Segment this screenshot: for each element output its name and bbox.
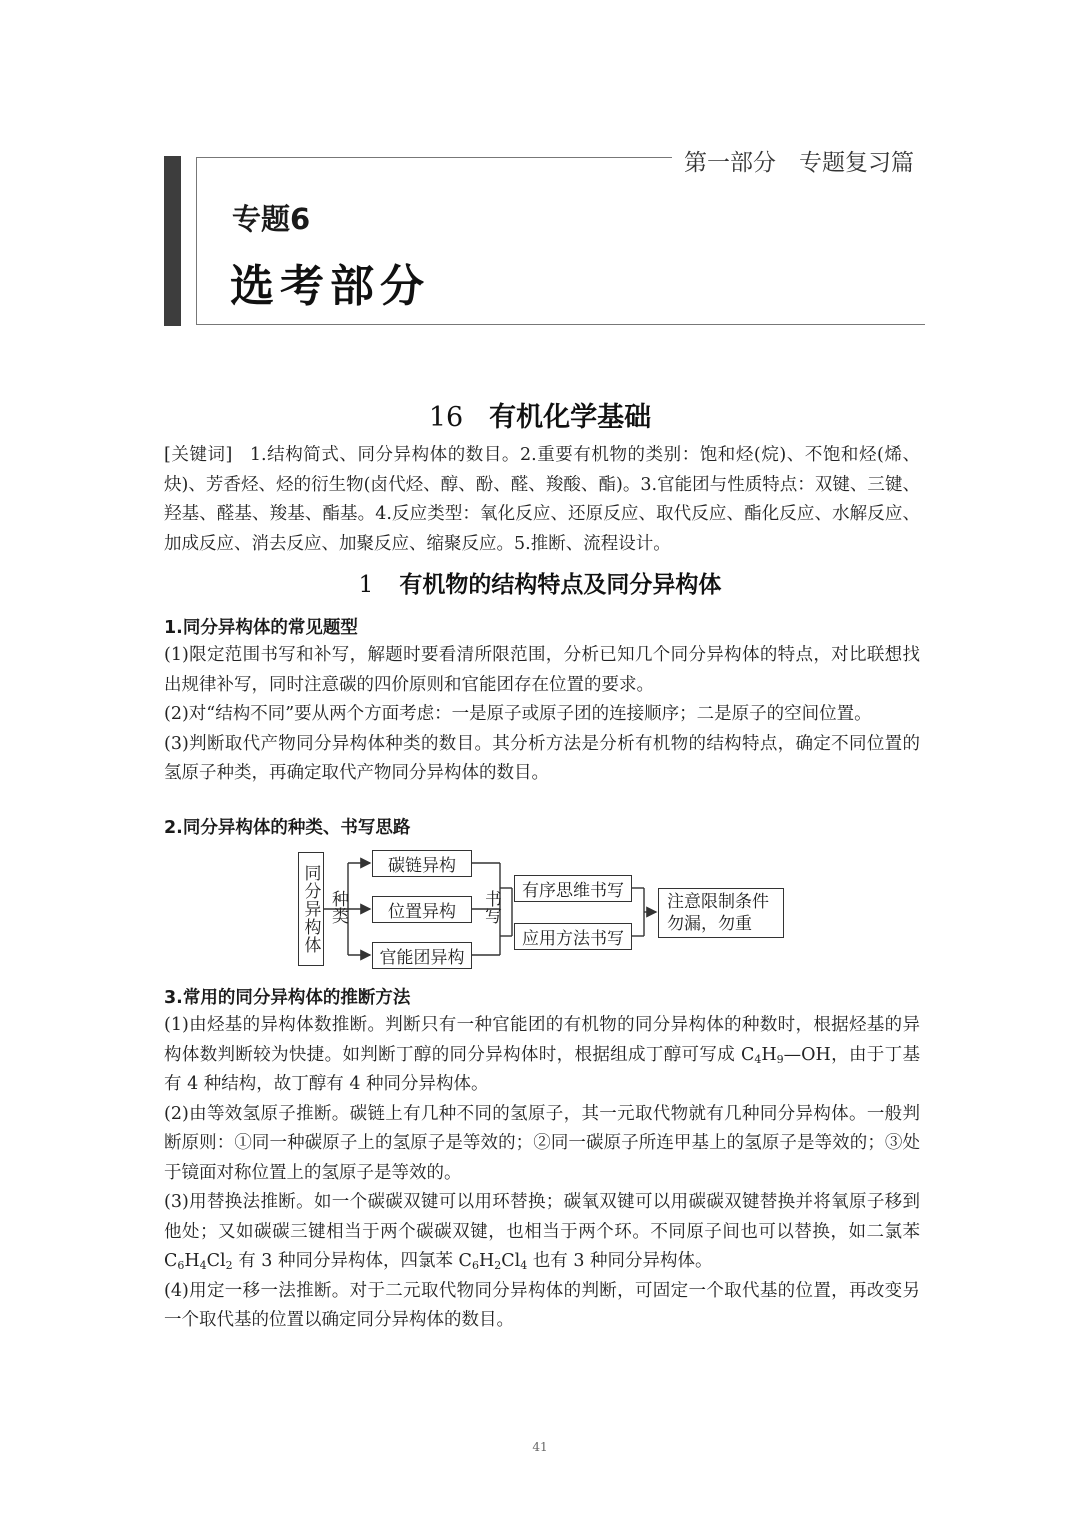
header-rule — [196, 157, 672, 158]
isomer-flow-diagram — [286, 846, 796, 972]
result-box — [658, 888, 784, 938]
part1-heading: 1.同分异构体的常见题型 — [164, 618, 358, 638]
lesson-name: 有机化学基础 — [489, 402, 652, 433]
part1-p3: (3)判断取代产物同分异构体种类的数目。其分析方法是分析有机物的结构特点，确定不同位置的氢原子种类，再确定取代产物同分异构体的数目。 — [164, 733, 920, 783]
part1-body — [164, 641, 920, 789]
section-title — [0, 566, 1080, 599]
keywords-text: 1.结构简式、同分异构体的数目。2.重要有机物的类别：饱和烃(烷)、不饱和烃(烯、炔)、芳香烃、烃的衍生物(卤代烃、醇、酚、醛、羧酸、酯)。3.官能团与性质特点：双键、三键、羟基、醛基、羧基、酯基。4.反应类型：氧化反应、还原反应、取代反应、酯化反应、水解反应、加成反应、消去反应、加聚反应、缩聚反应。5.推断、流程设计。 — [164, 445, 920, 554]
keywords-label: [关键词] — [164, 445, 233, 465]
keywords-paragraph — [164, 441, 920, 559]
part2-heading: 2.同分异构体的种类、书写思路 — [164, 818, 411, 838]
header-frame-left — [196, 157, 197, 325]
part3-body — [164, 1011, 920, 1336]
type-box-chain: 碳链异构 — [372, 850, 472, 877]
topic-number: 专题6 — [232, 202, 311, 236]
section-number: 1 — [358, 572, 374, 598]
page-number: 41 — [532, 1440, 548, 1454]
part3-p2: (2)由等效氢原子推断。碳链上有几种不同的氢原子，其一元取代物就有几种同分异构体。一般判断原则：①同一种碳原子上的氢原子是等效的；②同一碳原子所连甲基上的氢原子是等效的；③处于镜面对称位置上的氢原子是等效的。 — [164, 1103, 920, 1183]
lesson-number: 16 — [428, 402, 464, 433]
result-line-1: 注意限制条件 — [667, 892, 769, 912]
header-frame-bottom — [196, 324, 925, 325]
result-line-2: 勿漏，勿重 — [667, 914, 752, 934]
part3-p1: (1)由烃基的异构体数推断。判断只有一种官能团的有机物的同分异构体的种数时，根据烃基的异构体数判断较为快捷。如判断丁醇的同分异构体时，根据组成丁醇可写成 $C_4H_9—OH$，由于丁基有 4 种结构，故丁醇有 4 种同分异构体。 — [164, 1015, 920, 1094]
method-box-ordered: 有序思维书写 — [514, 875, 632, 902]
part-label: 第一部分 专题复习篇 — [684, 150, 914, 176]
part3-p4: (4)用定一移一法推断。对于二元取代物同分异构体的判断，可固定一个取代基的位置，再改变另一个取代基的位置以确定同分异构体的数目。 — [164, 1280, 920, 1330]
type-box-position: 位置异构 — [372, 896, 472, 923]
root-label: 同分异构体 — [300, 864, 321, 954]
branch-label: 种类 — [328, 890, 348, 924]
section-name: 有机物的结构特点及同分异构体 — [399, 571, 722, 598]
lesson-title — [0, 395, 1080, 434]
part1-p2: (2)对“结构不同”要从两个方面考虑：一是原子或原子团的连接顺序；二是原子的空间位置。 — [164, 704, 872, 724]
part3-p3: (3)用替换法推断。如一个碳碳双键可以用环替换；碳氧双键可以用碳碳双键替换并将氧原子移到他处；又如碳碳三键相当于两个碳碳双键，也相当于两个环。不同原子间也可以替换，如二氯苯 $C_6H_4Cl_2$ 有 3 种同分异构体，四氯苯 $C_6H_2Cl_4$ 也有 3 种同分异构体。 — [164, 1192, 920, 1272]
write-label: 书写 — [481, 890, 501, 924]
part3-heading: 3.常用的同分异构体的推断方法 — [164, 988, 411, 1008]
root-box — [298, 852, 324, 966]
header-accent-bar — [164, 156, 181, 326]
part1-p1: (1)限定范围书写和补写，解题时要看清所限范围，分析已知几个同分异构体的特点，对比联想找出规律补写，同时注意碳的四价原则和官能团存在位置的要求。 — [164, 645, 920, 695]
topic-title: 选考部分 — [230, 261, 430, 312]
type-box-functional: 官能团异构 — [372, 942, 472, 969]
method-box-applied: 应用方法书写 — [514, 923, 632, 950]
